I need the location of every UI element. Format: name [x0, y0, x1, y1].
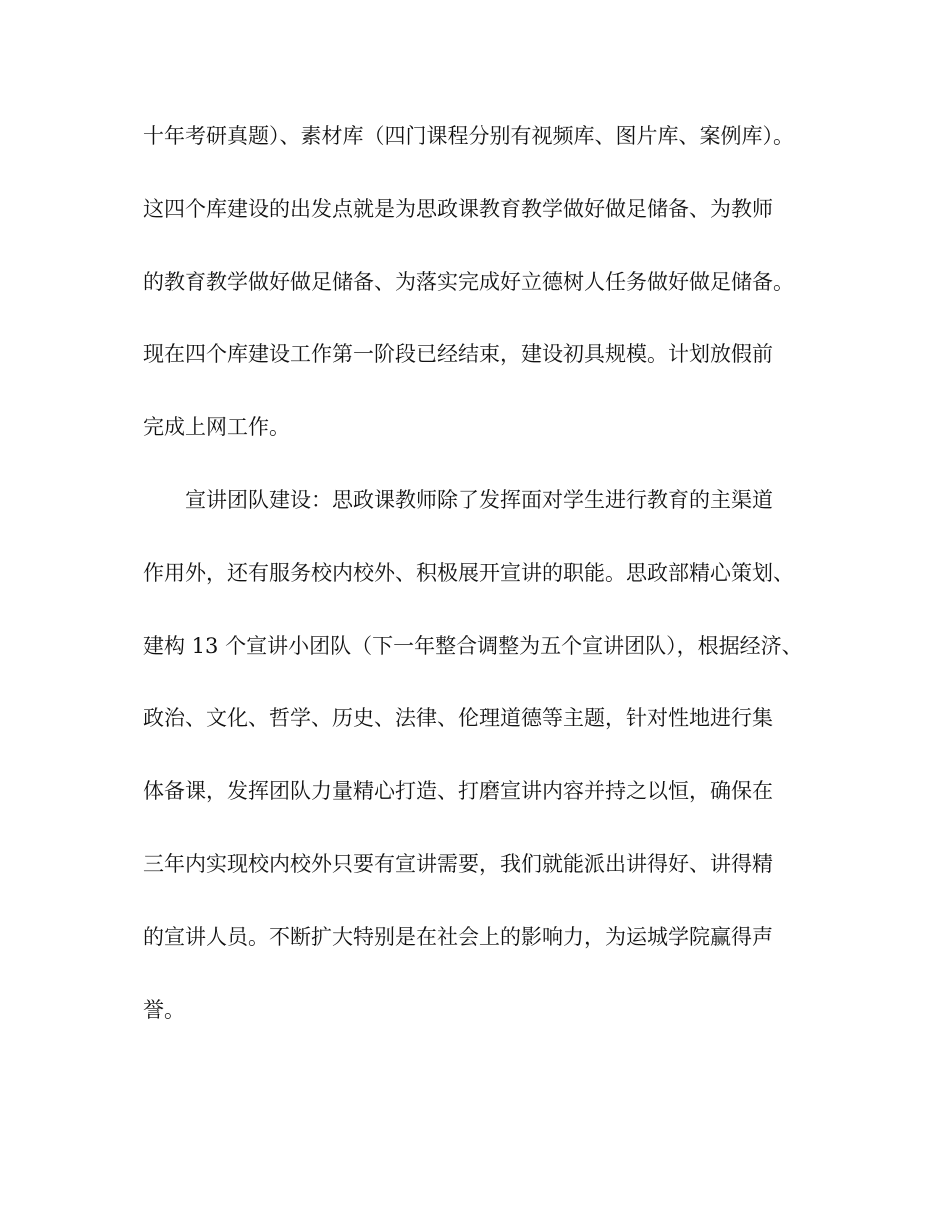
paragraph-line: 三年内实现校内校外只要有宣讲需要，我们就能派出讲得好、讲得精 — [143, 851, 773, 876]
paragraph-line: 的宣讲人员。不断扩大特别是在社会上的影响力，为运城学院赢得声 — [143, 924, 773, 949]
paragraph-line: 体备课，发挥团队力量精心打造、打磨宣讲内容并持之以恒，确保在 — [143, 779, 773, 804]
paragraph-line: 誉。 — [143, 997, 185, 1022]
document-body — [143, 121, 808, 1067]
paragraph-line: 完成上网工作。 — [143, 415, 290, 440]
paragraph-line: 作用外，还有服务校内校外、积极展开宣讲的职能。思政部精心策划、 — [143, 560, 794, 585]
paragraph-line: 宣讲团队建设：思政课教师除了发挥面对学生进行教育的主渠道 — [185, 487, 773, 512]
paragraph-line: 十年考研真题）、素材库（四门课程分别有视频库、图片库、案例库）。 — [143, 124, 794, 148]
paragraph-line: 建构 13 个宣讲小团队（下一年整合调整为五个宣讲团队），根据经济、 — [143, 633, 803, 658]
paragraph-line: 的教育教学做好做足储备、为落实完成好立德树人任务做好做足储备。 — [143, 269, 794, 294]
paragraph-line: 现在四个库建设工作第一阶段已经结束，建设初具规模。计划放假前 — [143, 342, 773, 367]
paragraph-line: 政治、文化、哲学、历史、法律、伦理道德等主题，针对性地进行集 — [143, 706, 773, 731]
paragraph-line: 这四个库建设的出发点就是为思政课教育教学做好做足储备、为教师 — [143, 196, 773, 221]
